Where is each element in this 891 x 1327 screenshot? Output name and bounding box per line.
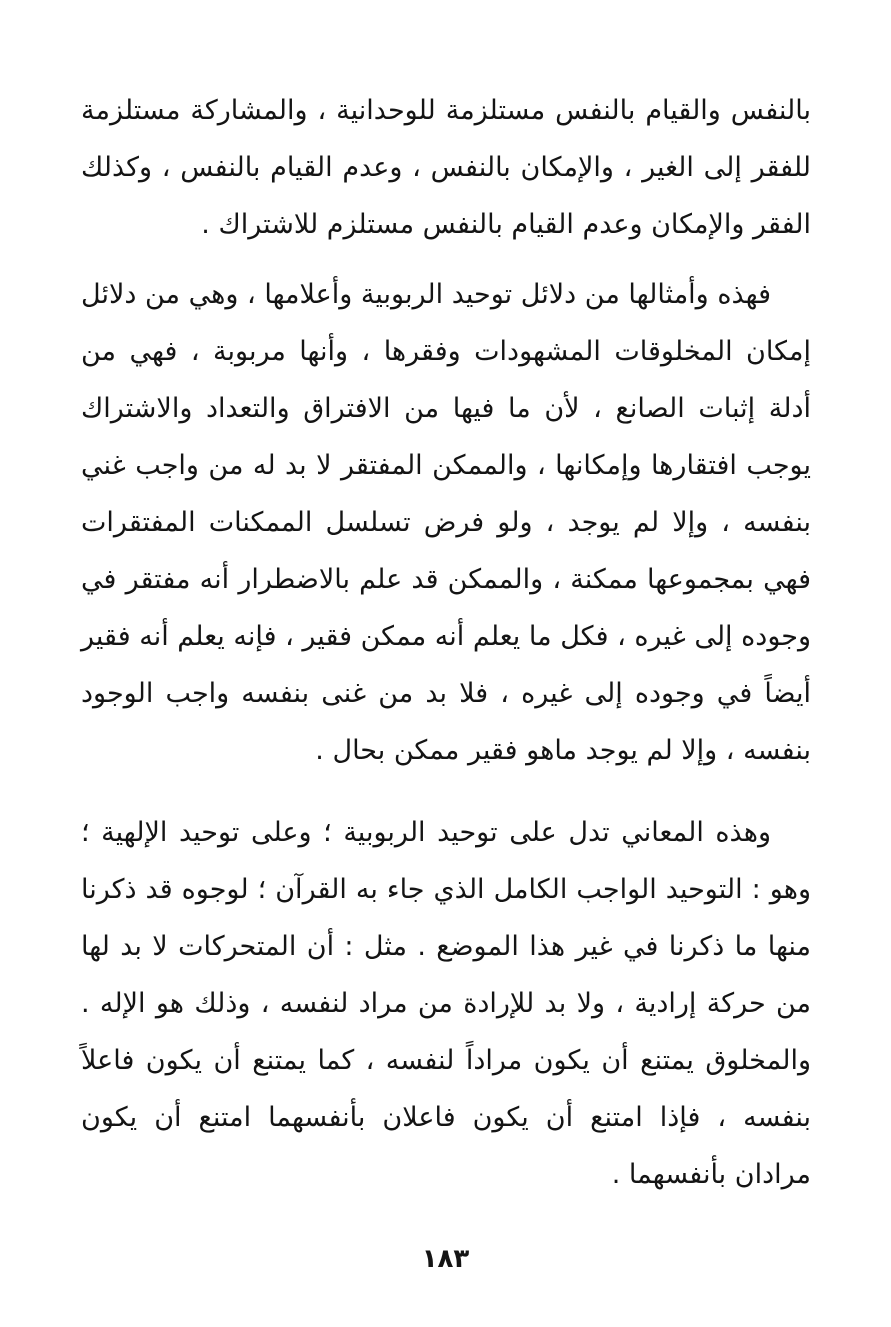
paragraph-1: بالنفس والقيام بالنفس مستلزمة للوحدانية ، والمشاركة مستلزمة للفقر إلى الغير ، والإمكان بالنفس ، وعدم القيام بالنفس ، وكذلك الفقر والإمكان وعدم القيام بالنفس مستلزم للاشتراك . [81, 95, 811, 240]
paragraph-2: فهذه وأمثالها من دلائل توحيد الربوبية وأعلامها ، وهي من دلائل إمكان المخلوقات المشهودات وفقرها ، وأنها مربوبة ، فهي من أدلة إثبات الصانع ، لأن ما فيها من الافتراق والتعداد والاشتراك يوجب افتقارها وإمكانها ، والممكن المفتقر لا بد له من واجب غني بنفسه ، وإلا لم يوجد ، ولو فرض تسلسل الممكنات المفتقرات فهي بمجموعها ممكنة ، والممكن قد علم بالاضطرار أنه مفتقر في وجوده إلى غيره ، فكل ما يعلم أنه ممكن فقير ، فإنه يعلم أنه فقير أيضاً في وجوده إلى غيره ، فلا بد من غنى بنفسه واجب الوجود بنفسه ، وإلا لم يوجد ماهو فقير ممكن بحال . [81, 279, 811, 766]
page-number: ١٨٣ [421, 1244, 470, 1274]
paragraph-3: وهذه المعاني تدل على توحيد الربوبية ؛ وعلى توحيد الإلهية ؛ وهو : التوحيد الواجب الكامل الذي جاء به القرآن ؛ لوجوه قد ذكرنا منها ما ذكرنا في غير هذا الموضع . مثل : أن المتحركات لا بد لها من حركة إرادية ، ولا بد للإرادة من مراد لنفسه ، وذلك هو الإله . والمخلوق يمتنع أن يكون مراداً لنفسه ، كما يمتنع أن يكون فاعلاً بنفسه ، فإذا امتنع أن يكون فاعلان بأنفسهما امتنع أن يكون مرادان بأنفسهما . [81, 817, 811, 1190]
